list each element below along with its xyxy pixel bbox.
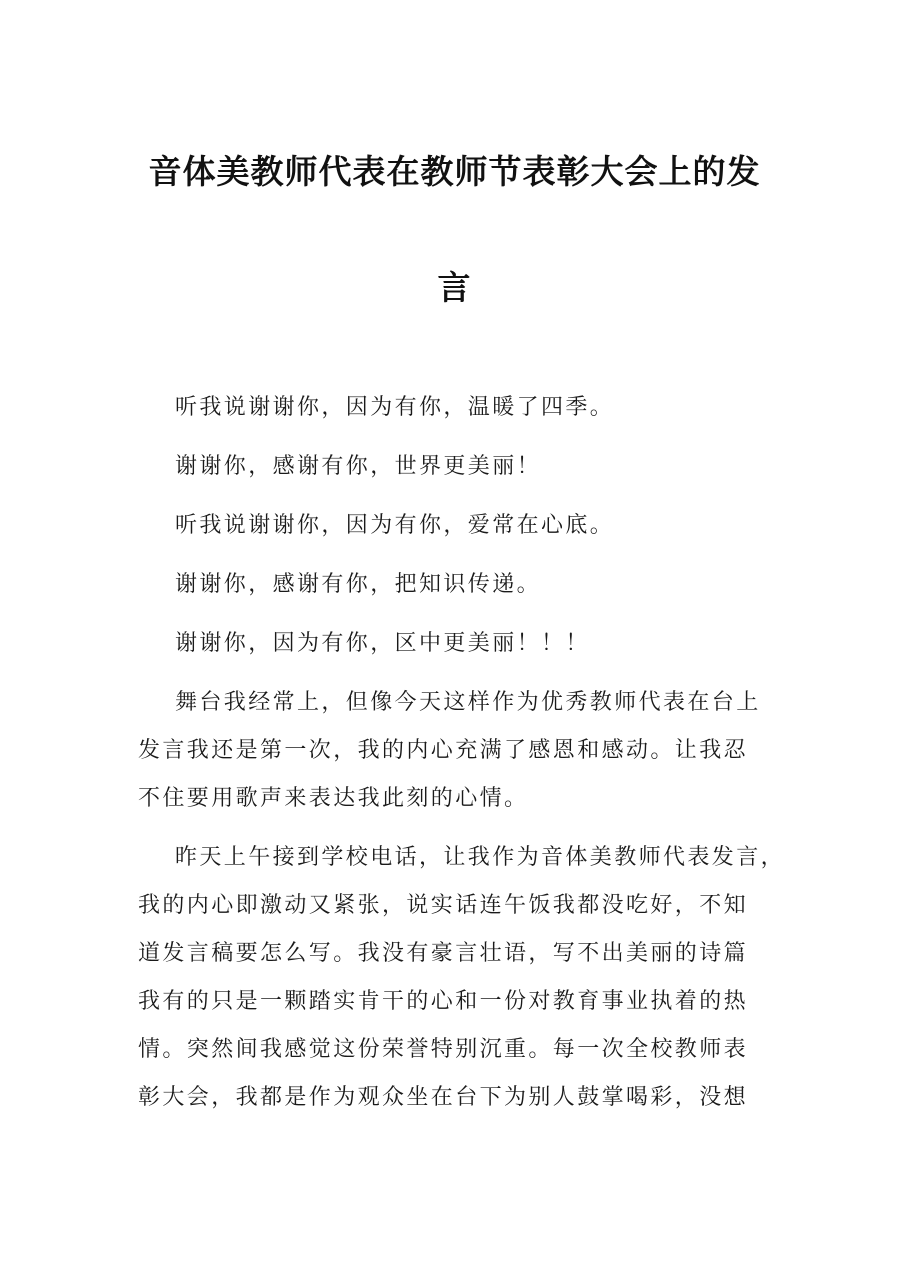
lyric-line: 谢谢你，感谢有你，世界更美丽！ bbox=[175, 454, 542, 479]
paragraph-1-line: 舞台我经常上，但像今天这样作为优秀教师代表在台上 bbox=[175, 690, 761, 715]
paragraph-2-line: 我的内心即激动又紧张，说实话连午饭我都没吃好，不知 bbox=[138, 893, 749, 918]
lyric-line: 听我说谢谢你，因为有你，温暖了四季。 bbox=[175, 395, 615, 420]
lyric-line: 谢谢你，感谢有你，把知识传递。 bbox=[175, 572, 542, 597]
paragraph-2-line: 我有的只是一颗踏实肯干的心和一份对教育事业执着的热 bbox=[138, 989, 749, 1014]
paragraph-1-line: 发言我还是第一次，我的内心充满了感恩和感动。让我忍 bbox=[138, 738, 749, 763]
lyric-line: 听我说谢谢你，因为有你，爱常在心底。 bbox=[175, 513, 615, 538]
lyric-line: 谢谢你，因为有你，区中更美丽！！！ bbox=[175, 631, 590, 656]
paragraph-1-line: 不住要用歌声来表达我此刻的心情。 bbox=[138, 786, 529, 811]
paragraph-2-line: 昨天上午接到学校电话，让我作为音体美教师代表发言， bbox=[175, 845, 786, 870]
paragraph-2-line: 情。突然间我感觉这份荣誉特别沉重。每一次全校教师表 bbox=[138, 1037, 749, 1062]
paragraph-2-line: 彰大会，我都是作为观众坐在台下为别人鼓掌喝彩，没想 bbox=[138, 1085, 749, 1110]
paragraph-2-line: 道发言稿要怎么写。我没有豪言壮语，写不出美丽的诗篇 bbox=[138, 941, 749, 966]
document-title-line-1: 音体美教师代表在教师节表彰大会上的发 bbox=[148, 152, 761, 191]
document-title-line-2: 言 bbox=[437, 268, 472, 307]
